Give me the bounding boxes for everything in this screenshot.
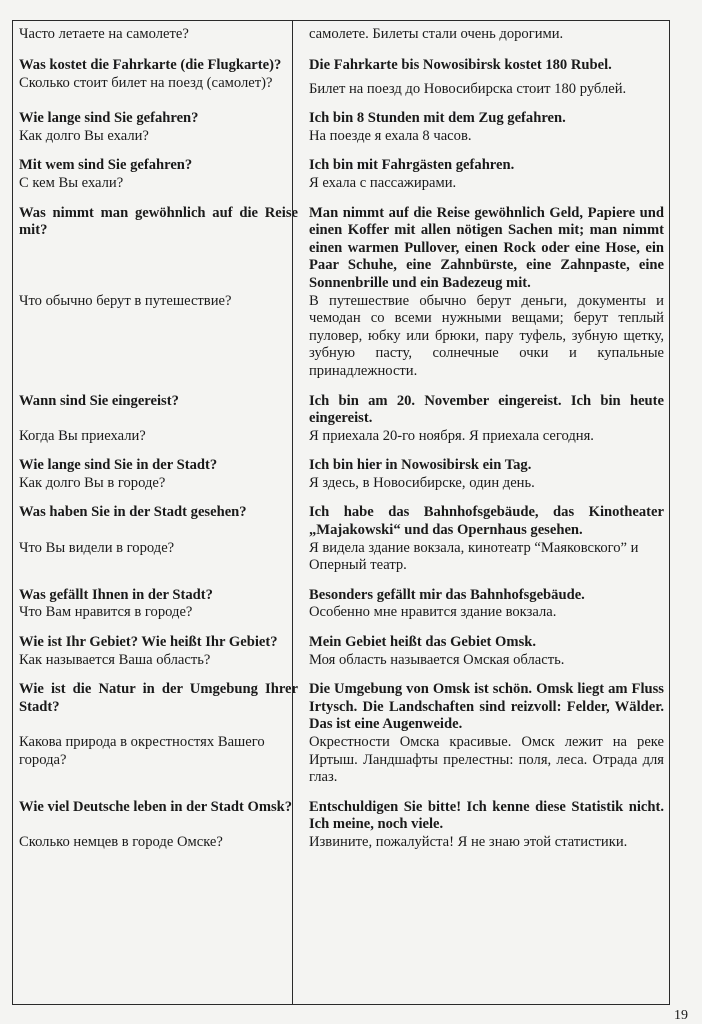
answer-ru: На поезде я ехала 8 часов. [309, 127, 472, 144]
answer-de: Ich bin hier in Nowosibirsk ein Tag. [309, 457, 532, 474]
answer-ru: Окрестности Омска красивые. Омск лежит на реке Иртыш. Ландшафты прелестны: поля, леса. Отрада для глаз. [309, 734, 664, 786]
answer-de: Mein Gebiet heißt das Gebiet Omsk. [309, 634, 537, 651]
question-ru: Как называется Ваша область? [19, 651, 211, 668]
question-de: Was kostet die Fahrkarte (die Flugkarte)? [13, 57, 304, 75]
qa-item-178 [13, 799, 669, 834]
item-number [12, 504, 19, 522]
question-de: Was haben Sie in der Stadt gesehen? [13, 504, 304, 539]
qa-item-176 [13, 634, 669, 652]
item-number [12, 393, 19, 411]
question-ru: Что Вам нравится в городе? [19, 604, 193, 621]
answer-ru: Моя область называется Омская область. [309, 651, 565, 668]
question-de: Wie ist die Natur in der Umgebung Ihrer Stadt? [13, 681, 304, 734]
item-number [12, 799, 19, 817]
question-ru: Как долго Вы в городе? [19, 474, 166, 491]
qa-item-172 [13, 393, 669, 428]
question-de: Wie viel Deutsche leben in der Stadt Omsk? [13, 799, 304, 834]
question-ru: Сколько немцев в городе Омске? [19, 833, 223, 850]
question-de: Wie ist Ihr Gebiet? Wie heißt Ihr Gebiet? [13, 634, 304, 652]
qa-item-170 [13, 157, 669, 175]
qa-item-175 [13, 587, 669, 605]
answer-de: Besonders gefällt mir das Bahnhofsgebäude. [309, 586, 585, 603]
answer-ru-cont: самолете. Билеты стали очень дорогими. [309, 26, 564, 42]
question-de: Mit wem sind Sie gefahren? [13, 157, 304, 175]
question-ru: Как долго Вы ехали? [19, 127, 149, 144]
item-number [12, 681, 19, 699]
item-number [12, 57, 19, 75]
answer-ru: Билет на поезд до Новосибирска стоит 180 рублей. [309, 80, 627, 97]
answer-ru: В путешествие обычно берут деньги, документы и чемодан со всеми нужными вещами; берут теплый пуловер, юбку или брюки, пару туфель, зубную щетку, зубную пасту, солнечные очки и купальные принадлежности. [309, 292, 664, 379]
qa-item-173 [13, 457, 669, 475]
qa-item-169 [13, 110, 669, 128]
answer-de: Ich bin 8 Stunden mit dem Zug gefahren. [309, 110, 566, 127]
qa-item-177 [13, 681, 669, 734]
answer-ru: Особенно мне нравится здание вокзала. [309, 604, 557, 621]
question-ru: Сколько стоит билет на поезд (самолет)? [19, 74, 273, 91]
item-number [12, 457, 19, 475]
qa-item-171 [13, 205, 669, 293]
answer-de: Ich bin mit Fahrgästen gefahren. [309, 157, 515, 174]
answer-de: Man nimmt auf die Reise gewöhnlich Geld, Papiere und einen Koffer mit allen nötigen Sachen mit; man nimmt einen warmen Pullover, einen Rock oder eine Hose, ein Paar Schuhe, eine Zahnbürste, eine Zahnpaste, eine Sonnenbrille und ein Badezeug mit. [309, 204, 664, 291]
qa-item-168 [13, 57, 669, 75]
item-number [12, 110, 19, 128]
qa-table [13, 21, 669, 852]
answer-de: Ich habe das Bahnhofsgebäude, das Kinotheater „Majakowski“ und das Opernhaus gesehen. [309, 504, 664, 539]
answer-de: Die Fahrkarte bis Nowosibirsk kostet 180 Rubel. [309, 57, 612, 73]
question-ru: С кем Вы ехали? [19, 174, 124, 191]
answer-ru: Я видела здание вокзала, кинотеатр “Маяковского” и Оперный театр. [309, 539, 639, 574]
answer-ru: Я здесь, в Новосибирске, один день. [309, 474, 535, 491]
answer-de: Entschuldigen Sie bitte! Ich kenne diese Statistik nicht. Ich meine, noch viele. [309, 798, 664, 833]
question-de: Wie lange sind Sie gefahren? [13, 110, 304, 128]
question-de: Was nimmt man gewöhnlich auf die Reise mit? [13, 205, 304, 293]
page-number: 19 [674, 1008, 688, 1023]
answer-de: Ich bin am 20. November eingereist. Ich bin heute eingereist. [309, 392, 664, 427]
question-de: Wann sind Sie eingereist? [13, 393, 304, 428]
question-de: Was gefällt Ihnen in der Stadt? [13, 587, 304, 605]
question-ru: Когда Вы приехали? [19, 427, 146, 444]
answer-ru: Извините, пожалуйста! Я не знаю этой статистики. [309, 833, 628, 850]
item-number [12, 157, 19, 175]
answer-ru: Я ехала с пассажирами. [309, 174, 457, 191]
item-number [12, 587, 19, 605]
qa-item-174 [13, 504, 669, 539]
answer-de: Die Umgebung von Omsk ist schön. Omsk liegt am Fluss Irtysch. Die Landschaften sind reizvoll: Felder, Wälder. Das ist eine Augenweide. [309, 681, 664, 733]
qa-table-frame [12, 20, 670, 1005]
question-ru: Что обычно берут в путешествие? [19, 292, 232, 309]
question-ru: Что Вы видели в городе? [19, 539, 175, 556]
item-number [12, 205, 19, 223]
answer-ru: Я приехала 20-го ноября. Я приехала сегодня. [309, 427, 594, 444]
question-de: Wie lange sind Sie in der Stadt? [13, 457, 304, 475]
item-number [12, 634, 19, 652]
question-ru-cont: Часто летаете на самолете? [19, 26, 189, 42]
question-ru: Какова природа в окрестностях Вашего города? [19, 734, 265, 768]
column-divider [292, 21, 293, 1004]
